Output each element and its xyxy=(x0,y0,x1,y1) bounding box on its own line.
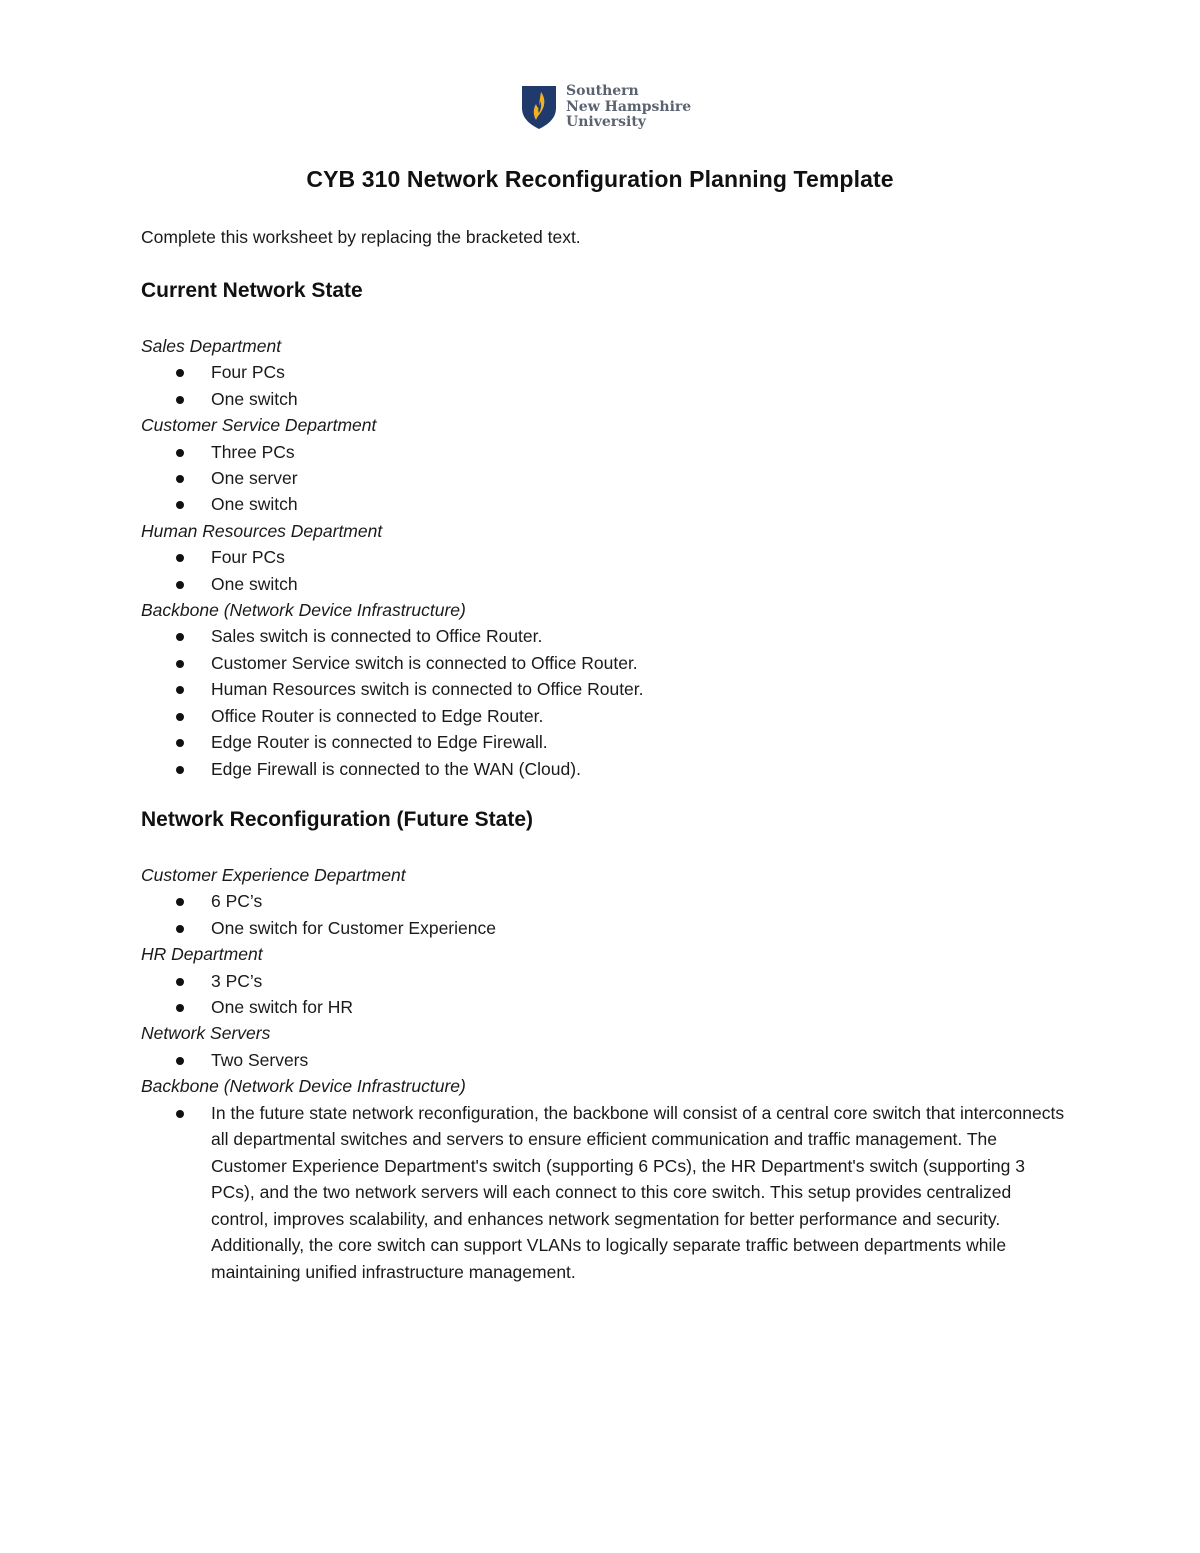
list-item: Edge Router is connected to Edge Firewall. xyxy=(141,729,1071,755)
group-label-backbone-future: Backbone (Network Device Infrastructure) xyxy=(141,1076,466,1097)
group-label-customer-experience: Customer Experience Department xyxy=(141,865,406,885)
network-servers-list xyxy=(141,1047,1071,1073)
future-state-section xyxy=(141,862,1071,1285)
list-item: Customer Service switch is connected to Office Router. xyxy=(141,650,1071,676)
logo-line-2: New Hampshire xyxy=(566,98,692,115)
group-label-hr: HR Department xyxy=(141,944,263,965)
list-item: Four PCs xyxy=(141,359,1071,385)
logo-line-1: Southern xyxy=(566,83,639,99)
group-label-network-servers: Network Servers xyxy=(141,1023,271,1044)
hr-list xyxy=(141,968,1071,1021)
group-label-customer-service: Customer Service Department xyxy=(141,415,377,436)
list-item: Edge Firewall is connected to the WAN (Cloud). xyxy=(141,756,1071,782)
current-network-heading: Current Network State xyxy=(141,279,363,302)
customer-experience-list xyxy=(141,888,1071,941)
group-label-sales: Sales Department xyxy=(141,336,282,356)
list-item: One switch for Customer Experience xyxy=(141,915,1071,941)
intro-text: Complete this worksheet by replacing the bracketed text. xyxy=(141,227,581,247)
backbone-current-list xyxy=(141,623,1071,781)
list-item: One server xyxy=(141,465,1071,491)
list-item: Sales switch is connected to Office Router. xyxy=(141,623,1071,649)
logo-wordmark xyxy=(566,84,691,131)
list-item: One switch xyxy=(141,386,1071,412)
human-resources-list xyxy=(141,544,1071,597)
list-item: One switch for HR xyxy=(141,994,1071,1020)
list-item: Four PCs xyxy=(141,544,1071,570)
document-title: CYB 310 Network Reconfiguration Planning Template xyxy=(306,166,894,192)
list-item: Three PCs xyxy=(141,439,1071,465)
shield-flame-icon xyxy=(520,84,558,130)
list-item: 6 PC’s xyxy=(141,888,1071,914)
current-network-section xyxy=(141,333,1071,782)
list-item: In the future state network reconfiguration, the backbone will consist of a central core switch that interconnects all departmental switches and servers to ensure efficient communication and traffic management. The Customer Experience Department's switch (supporting 6 PCs), the HR Department's switch (supporting 3 PCs), and the two network servers will each connect to this core switch. This setup provides centralized control, improves scalability, and enhances network segmentation for better performance and security. Additionally, the core switch can support VLANs to logically separate traffic between departments while maintaining unified infrastructure management. xyxy=(141,1100,1071,1286)
snhu-logo xyxy=(520,84,690,134)
future-state-heading: Network Reconfiguration (Future State) xyxy=(141,808,534,831)
list-item: Human Resources switch is connected to Office Router. xyxy=(141,676,1071,702)
group-label-human-resources: Human Resources Department xyxy=(141,520,383,541)
list-item: 3 PC’s xyxy=(141,968,1071,994)
list-item: One switch xyxy=(141,491,1071,517)
list-item: One switch xyxy=(141,571,1071,597)
sales-list xyxy=(141,359,1071,412)
backbone-future-list xyxy=(141,1100,1071,1286)
group-label-backbone-current: Backbone (Network Device Infrastructure) xyxy=(141,600,466,621)
customer-service-list xyxy=(141,439,1071,518)
list-item: Office Router is connected to Edge Router. xyxy=(141,703,1071,729)
logo-line-3: University xyxy=(566,114,646,130)
list-item: Two Servers xyxy=(141,1047,1071,1073)
